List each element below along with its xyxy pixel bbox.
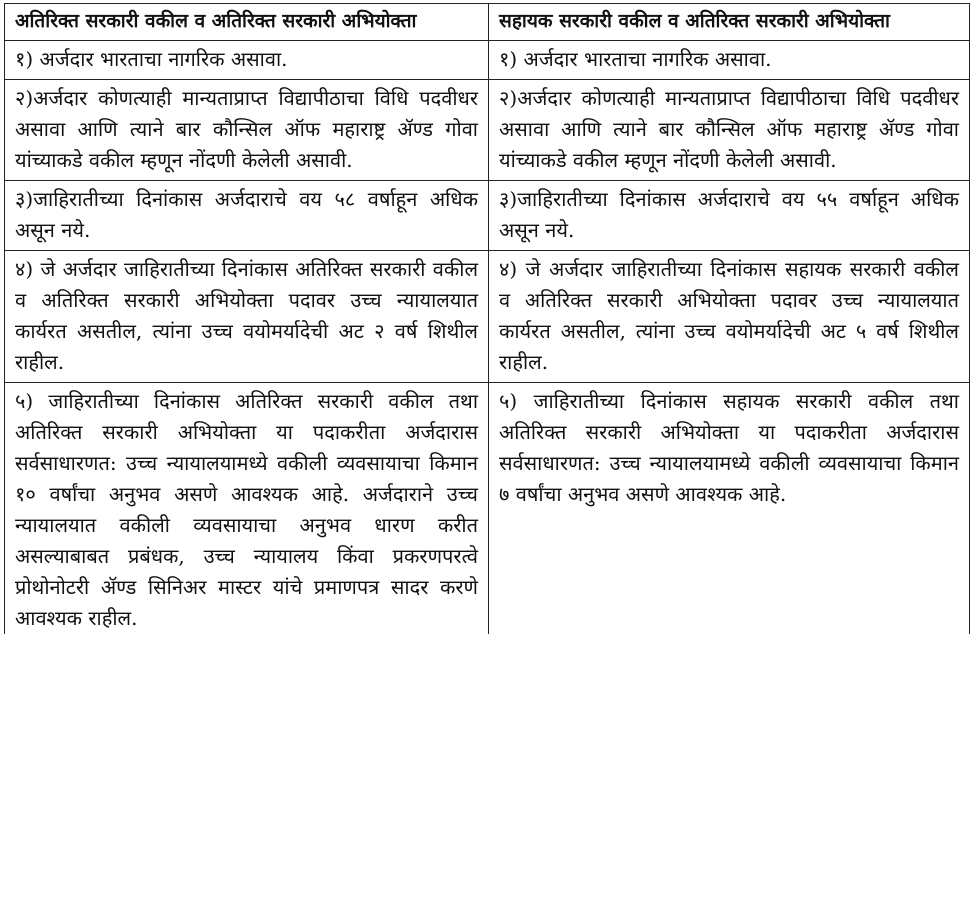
criterion-law-degree-assistant: २)अर्जदार कोणत्याही मान्यताप्राप्त विद्यापीठाचा विधि पदवीधर असावा आणि त्याने बार कौन्सिल ऑफ महाराष्ट्र ॲण्ड गोवा यांच्याकडे वकील म्हणून नोंदणी केलेली असावी.	[489, 80, 970, 181]
criterion-citizenship-assistant: १) अर्जदार भारताचा नागरिक असावा.	[489, 41, 970, 80]
criterion-age-relaxation-additional: ४) जे अर्जदार जाहिरातीच्या दिनांकास अतिरिक्त सरकारी वकील व अतिरिक्त सरकारी अभियोक्ता पदावर उच्च न्यायालयात कार्यरत असतील, त्यांना उच्च वयोमर्यादेची अट २ वर्ष शिथील राहील.	[5, 251, 489, 383]
table-row	[5, 80, 970, 181]
table-row	[5, 251, 970, 383]
table-row	[5, 383, 970, 635]
criterion-experience-additional: ५) जाहिरातीच्या दिनांकास अतिरिक्त सरकारी वकील तथा अतिरिक्त सरकारी अभियोक्ता या पदाकरीता अर्जदारास सर्वसाधारणत: उच्च न्यायालयामध्ये वकीली व्यवसायाचा किमान १० वर्षांचा अनुभव असणे आवश्यक आहे. अर्जदाराने उच्च न्यायालयात वकीली व्यवसायाचा अनुभव धारण करीत असल्याबाबत प्रबंधक, उच्च न्यायालय किंवा प्रकरणपरत्वे प्रोथोनोटरी ॲण्ड सिनिअर मास्टर यांचे प्रमाणपत्र सादर करणे आवश्यक राहील.	[5, 383, 489, 635]
criterion-age-limit-additional: ३)जाहिरातीच्या दिनांकास अर्जदाराचे वय ५८ वर्षाहून अधिक असून नये.	[5, 181, 489, 251]
header-assistant-govt-pleader: सहायक सरकारी वकील व अतिरिक्त सरकारी अभियोक्ता	[489, 4, 970, 41]
criterion-experience-assistant: ५) जाहिरातीच्या दिनांकास सहायक सरकारी वकील तथा अतिरिक्त सरकारी अभियोक्ता या पदाकरीता अर्जदारास सर्वसाधारणत: उच्च न्यायालयामध्ये वकीली व्यवसायाचा किमान ७ वर्षांचा अनुभव असणे आवश्यक आहे.	[489, 383, 970, 635]
table-row	[5, 181, 970, 251]
header-additional-govt-pleader: अतिरिक्त सरकारी वकील व अतिरिक्त सरकारी अभियोक्ता	[5, 4, 489, 41]
criterion-law-degree-additional: २)अर्जदार कोणत्याही मान्यताप्राप्त विद्यापीठाचा विधि पदवीधर असावा आणि त्याने बार कौन्सिल ऑफ महाराष्ट्र ॲण्ड गोवा यांच्याकडे वकील म्हणून नोंदणी केलेली असावी.	[5, 80, 489, 181]
eligibility-comparison-table	[4, 3, 970, 634]
criterion-age-relaxation-assistant: ४) जे अर्जदार जाहिरातीच्या दिनांकास सहायक सरकारी वकील व अतिरिक्त सरकारी अभियोक्ता पदावर उच्च न्यायालयात कार्यरत असतील, त्यांना उच्च वयोमर्यादेची अट ५ वर्ष शिथील राहील.	[489, 251, 970, 383]
criterion-citizenship-additional: १) अर्जदार भारताचा नागरिक असावा.	[5, 41, 489, 80]
criterion-age-limit-assistant: ३)जाहिरातीच्या दिनांकास अर्जदाराचे वय ५५ वर्षाहून अधिक असून नये.	[489, 181, 970, 251]
table-header-row	[5, 4, 970, 41]
table-row	[5, 41, 970, 80]
